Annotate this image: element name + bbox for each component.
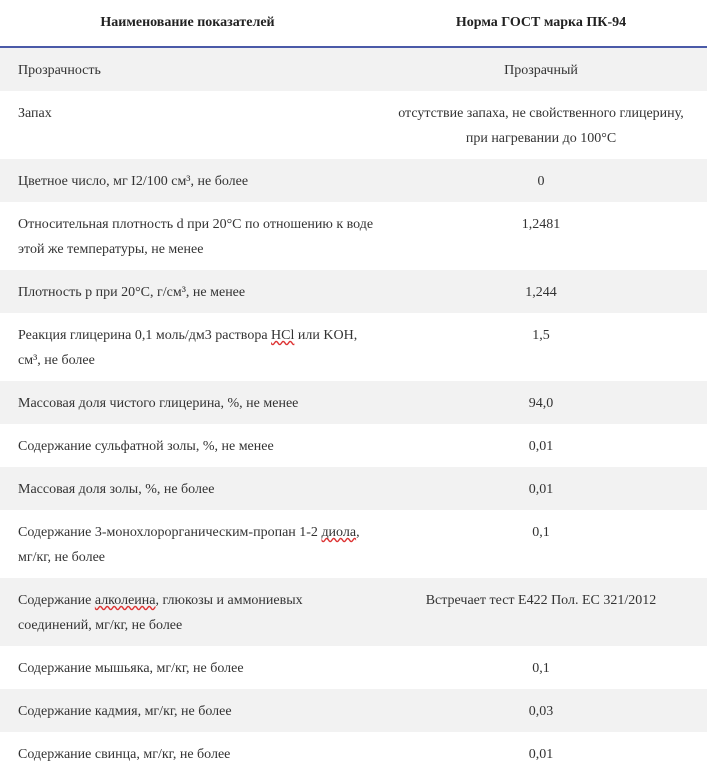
- name-part: Реакция глицерина 0,1 моль/дм3 раствора: [18, 328, 272, 343]
- table-row: [0, 91, 707, 159]
- indicator-name: Цветное число, мг I2/100 см³, не более: [18, 174, 249, 189]
- indicator-value: 0,1: [532, 661, 550, 676]
- name-part: Содержание 3-монохлорорганическим-пропан 1-2: [18, 525, 322, 540]
- indicator-value: 0,01: [528, 439, 554, 454]
- table-header: [0, 0, 707, 48]
- spellcheck-marked-word: алколеина: [94, 593, 156, 608]
- table-row: [0, 646, 707, 689]
- header-gost-norm: Норма ГОСТ марка ПК-94: [455, 15, 627, 30]
- indicator-value: 1,2481: [521, 217, 561, 232]
- indicator-name: Массовая доля чистого глицерина, %, не менее: [18, 396, 299, 411]
- indicator-value: Встречает тест E422 Пол. ЕС 321/2012: [425, 593, 657, 608]
- table-row: [0, 424, 707, 467]
- indicator-name: Содержание сульфатной золы, %, не менее: [18, 439, 274, 454]
- name-part: , глюкозы и аммониевых соединений, мг/кг, не более: [18, 593, 303, 633]
- header-indicator-name: Наименование показателей: [100, 15, 275, 30]
- indicator-name: Запах: [18, 106, 52, 121]
- table-row: [0, 48, 707, 91]
- indicator-value: 0,01: [528, 747, 554, 762]
- name-part: , мг/кг, не более: [18, 525, 360, 565]
- indicator-name: [0, 313, 375, 381]
- indicator-name: Массовая доля золы, %, не более: [18, 482, 215, 497]
- indicator-name: Относительная плотность d при 20°С по отношению к воде этой же температуры, не менее: [18, 217, 374, 257]
- indicator-name: Содержание кадмия, мг/кг, не более: [18, 704, 232, 719]
- table-row: [0, 578, 707, 646]
- table-row: [0, 510, 707, 578]
- table-row: [0, 270, 707, 313]
- indicator-value: 0,01: [528, 482, 554, 497]
- table-row: [0, 313, 707, 381]
- spellcheck-marked-word: HCl: [271, 328, 295, 343]
- indicator-value: 0: [537, 174, 545, 189]
- indicator-name: Содержание свинца, мг/кг, не более: [18, 747, 231, 762]
- indicator-value: 0,03: [528, 704, 554, 719]
- indicator-value: 94,0: [528, 396, 554, 411]
- table-row: [0, 381, 707, 424]
- indicator-name: Плотность р при 20°С, г/см³, не менее: [18, 285, 246, 300]
- indicator-name: [0, 578, 375, 646]
- name-part: Содержание: [18, 593, 95, 608]
- indicator-name: Прозрачность: [18, 63, 101, 78]
- indicator-value: 0,1: [532, 525, 550, 540]
- indicator-value: 1,244: [525, 285, 557, 300]
- table-row: [0, 732, 707, 775]
- table-row: [0, 689, 707, 732]
- table-row: [0, 202, 707, 270]
- indicator-name: [0, 510, 375, 578]
- indicator-name: Содержание мышьяка, мг/кг, не более: [18, 661, 244, 676]
- table-row: [0, 159, 707, 202]
- indicator-value: 1,5: [532, 328, 550, 343]
- spellcheck-marked-word: диола: [321, 525, 357, 540]
- indicator-value: Прозрачный: [504, 63, 578, 78]
- table-row: [0, 467, 707, 510]
- name-part: или KOH, см³, не более: [18, 328, 358, 368]
- indicator-value: отсутствие запаха, не свойственного глицерину, при нагревании до 100°С: [398, 106, 684, 146]
